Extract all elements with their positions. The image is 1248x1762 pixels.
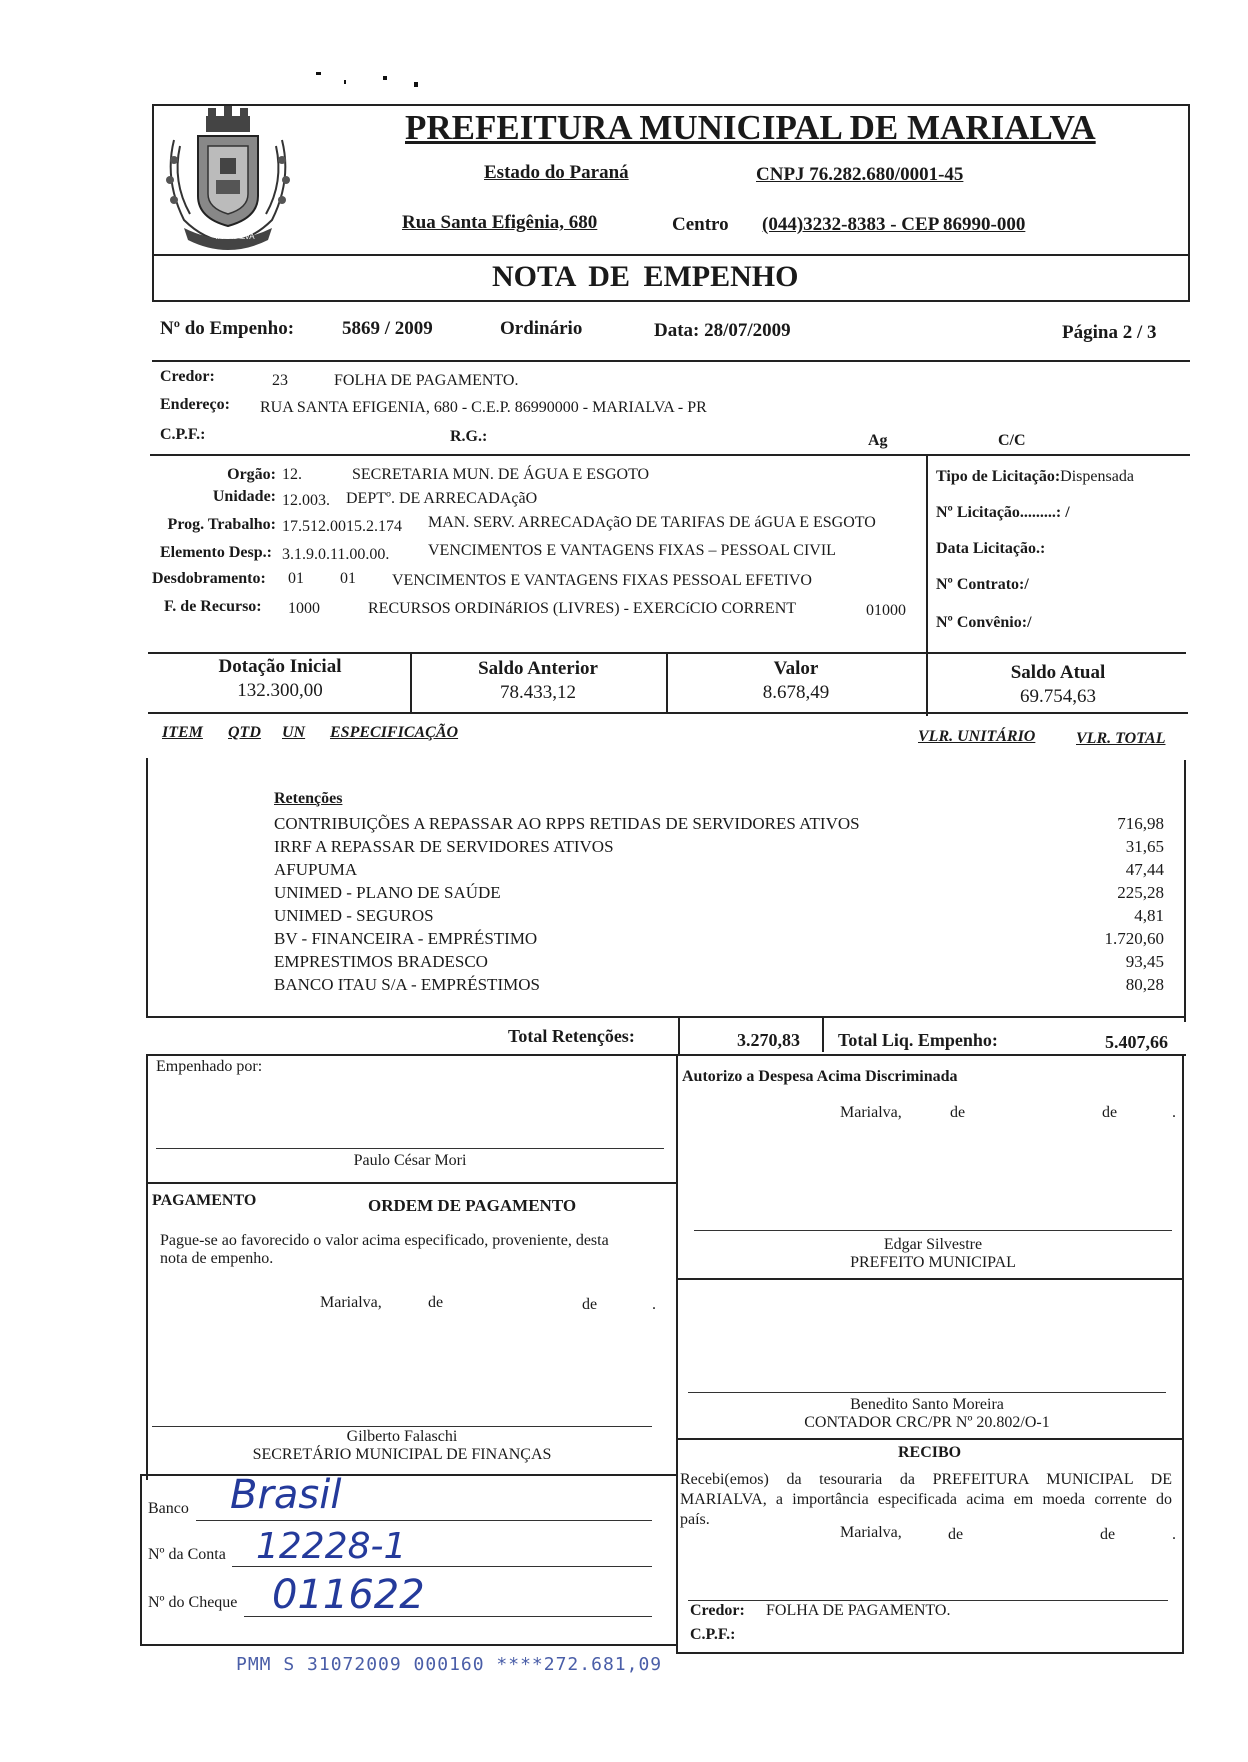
list-item — [274, 973, 1164, 996]
autorizo-city: Marialva, — [840, 1104, 902, 1121]
empenhado-label: Empenhado por: — [156, 1058, 263, 1075]
list-item — [274, 881, 1164, 904]
autorizo-dot: . — [1172, 1104, 1176, 1121]
prefeito-name: Edgar Silvestre — [883, 1236, 983, 1253]
rule — [146, 1016, 1186, 1018]
valor-value: 8.678,49 — [762, 682, 830, 703]
autorizo-title: Autorizo a Despesa Acima Discriminada — [682, 1068, 958, 1085]
cc-label: C/C — [998, 432, 1026, 449]
banco-line — [196, 1520, 652, 1521]
cpf-label: C.P.F.: — [160, 426, 206, 443]
page-number: Página 2 / 3 — [1062, 322, 1157, 343]
recurso-label: F. de Recurso: — [164, 598, 262, 615]
recibo-text-2: MARIALVA, a importância especificada acima em moeda corrente do — [680, 1491, 1172, 1508]
retencao-value: 716,98 — [1117, 814, 1164, 833]
retencao-value: 47,44 — [1125, 860, 1164, 879]
recibo-cpf-label: C.P.F.: — [690, 1626, 736, 1643]
prog-desc: MAN. SERV. ARRECADAçãO DE TARIFAS DE áGUA E ESGOTO — [428, 514, 876, 531]
licitacao-type-value: Dispensada — [1060, 468, 1134, 485]
recurso-desc: RECURSOS ORDINáRIOS (LIVRES) - EXERCíCIO CORRENT — [368, 600, 797, 617]
pagamento-de-2: de — [582, 1296, 598, 1313]
signature-line — [688, 1600, 1168, 1601]
contrato-number: Nº Contrato:/ — [936, 576, 1029, 593]
rule — [676, 1438, 1182, 1440]
pagamento-text-1: Pague-se ao favorecido o valor acima especificado, proveniente, desta — [160, 1232, 609, 1249]
retencao-desc: CONTRIBUIÇÕES A REPASSAR AO RPPS RETIDAS DE SERVIDORES ATIVOS — [274, 814, 860, 833]
recurso-code: 1000 — [288, 600, 320, 617]
dotacao-value: 132.300,00 — [237, 680, 323, 701]
desd-desc: VENCIMENTOS E VANTAGENS FIXAS PESSOAL EFETIVO — [392, 572, 812, 589]
recibo-dot: . — [1172, 1526, 1176, 1543]
prefeito-role: PREFEITO MUNICIPAL — [850, 1254, 1016, 1271]
totals-divider — [822, 1016, 824, 1052]
pagamento-city: Marialva, — [320, 1294, 382, 1311]
banco-label: Banco — [148, 1500, 189, 1517]
scan-mark — [414, 82, 418, 87]
contador-name: Benedito Santo Moreira — [850, 1396, 1004, 1413]
rule — [146, 1182, 676, 1184]
retencao-value: 1.720,60 — [1104, 929, 1164, 948]
rule — [152, 360, 1190, 362]
empenho-type: Ordinário — [500, 318, 583, 339]
signature-line — [152, 1426, 652, 1427]
rule — [148, 712, 1188, 714]
orgao-desc: SECRETARIA MUN. DE ÁGUA E ESGOTO — [352, 466, 650, 483]
orgao-label: Orgão: — [227, 466, 276, 483]
district: Centro — [672, 214, 729, 235]
signature-line — [156, 1148, 664, 1149]
sig-area-middle — [676, 1054, 678, 1654]
empenho-date: Data: 28/07/2009 — [654, 320, 791, 341]
contador-role: CONTADOR CRC/PR Nº 20.802/O-1 — [804, 1414, 1050, 1431]
saldo-atual-value: 69.754,63 — [1020, 686, 1096, 707]
total-retencoes-label: Total Retenções: — [508, 1026, 635, 1046]
rule — [146, 1054, 1186, 1056]
retencao-desc: UNIMED - PLANO DE SAÚDE — [274, 883, 501, 902]
pagamento-label: PAGAMENTO — [152, 1192, 257, 1209]
col-qtd: QTD — [228, 724, 261, 741]
items-border-right — [1184, 760, 1186, 1022]
orgao-code: 12. — [282, 466, 302, 483]
elem-code: 3.1.9.0.11.00.00. — [282, 546, 390, 563]
retencao-value: 4,81 — [1134, 906, 1164, 925]
recurso-number: 01000 — [866, 602, 906, 619]
unidade-code: 12.003. — [282, 492, 330, 509]
list-item — [274, 812, 1164, 835]
state-name: Estado do Paraná — [484, 162, 629, 183]
prog-code: 17.512.0015.2.174 — [282, 518, 402, 535]
saldo-anterior-value: 78.433,12 — [500, 682, 576, 703]
empenhado-name: Paulo César Mori — [353, 1152, 467, 1169]
sig-area-left-lower — [140, 1476, 142, 1644]
list-item — [274, 858, 1164, 881]
cheque-handwritten: 011622 — [272, 1572, 425, 1618]
credor-name: FOLHA DE PAGAMENTO. — [334, 372, 519, 389]
recibo-de-1: de — [948, 1526, 964, 1543]
col-vlr-unit: VLR. UNITÁRIO — [918, 728, 1036, 745]
rg-label: R.G.: — [450, 428, 488, 445]
recibo-text-1: Recebi(emos) da tesouraria da PREFEITURA MUNICIPAL DE — [680, 1471, 1172, 1488]
licitacao-type — [936, 468, 1134, 486]
recibo-text-3: país. — [680, 1511, 710, 1528]
retencao-desc: AFUPUMA — [274, 860, 358, 879]
banco-handwritten: Brasil — [230, 1472, 342, 1518]
licitacao-date: Data Licitação.: — [936, 540, 1046, 557]
desd-label: Desdobramento: — [152, 570, 266, 587]
ag-label: Ag — [868, 432, 888, 449]
conta-label: Nº da Conta — [148, 1546, 226, 1563]
credor-address: RUA SANTA EFIGENIA, 680 - C.E.P. 86990000 - MARIALVA - PR — [260, 399, 707, 416]
elem-label: Elemento Desp.: — [160, 544, 272, 561]
unidade-label: Unidade: — [212, 488, 276, 505]
autorizo-de-1: de — [950, 1104, 966, 1121]
pagamento-dot: . — [652, 1296, 656, 1313]
credor-code: 23 — [272, 372, 288, 389]
col-item: ITEM — [162, 724, 203, 741]
rule — [676, 1652, 1182, 1654]
dotacao-label: Dotação Inicial — [218, 656, 342, 677]
empenho-label: Nº do Empenho: — [160, 318, 295, 339]
col-un: UN — [282, 724, 306, 741]
list-item — [274, 950, 1164, 973]
conta-handwritten: 12228-1 — [256, 1526, 407, 1567]
pagamento-text-2: nota de empenho. — [160, 1250, 274, 1267]
recibo-credor-value: FOLHA DE PAGAMENTO. — [766, 1602, 951, 1619]
recibo-credor-label: Credor: — [690, 1602, 745, 1619]
secretario-name: Gilberto Falaschi — [346, 1428, 458, 1445]
items-border-left — [146, 758, 148, 1016]
retencao-desc: BANCO ITAU S/A - EMPRÉSTIMOS — [274, 975, 540, 994]
signature-line — [694, 1230, 1172, 1231]
desd-a: 01 — [288, 570, 304, 587]
sig-area-left — [146, 1054, 148, 1480]
retencao-value: 31,65 — [1125, 837, 1164, 856]
retencao-desc: IRRF A REPASSAR DE SERVIDORES ATIVOS — [274, 837, 614, 856]
list-item — [274, 927, 1164, 950]
recibo-title: RECIBO — [898, 1444, 962, 1461]
recibo-city: Marialva, — [840, 1524, 902, 1541]
signature-line — [688, 1392, 1166, 1393]
secretario-role: SECRETÁRIO MUNICIPAL DE FINANÇAS — [252, 1446, 552, 1463]
scan-mark — [316, 72, 321, 75]
desd-b: 01 — [340, 570, 356, 587]
retencao-desc: UNIMED - SEGUROS — [274, 906, 434, 925]
retencao-value: 93,45 — [1125, 952, 1164, 971]
pagamento-de-1: de — [428, 1294, 444, 1311]
licitacao-number: Nº Licitação.........: / — [936, 504, 1070, 521]
crest-motto: MARIALVA — [215, 232, 255, 241]
retencao-value: 80,28 — [1125, 975, 1164, 994]
address-label: Endereço: — [160, 396, 230, 413]
unidade-desc: DEPTº. DE ARRECADAçãO — [346, 490, 538, 507]
scan-mark — [344, 80, 346, 84]
document-title: NOTA DE EMPENHO — [492, 260, 799, 293]
ordem-pagamento-title: ORDEM DE PAGAMENTO — [368, 1196, 577, 1215]
cnpj: CNPJ 76.282.680/0001-45 — [756, 164, 964, 185]
retencoes-title: Retenções — [274, 790, 343, 807]
recibo-de-2: de — [1100, 1526, 1116, 1543]
autorizo-de-2: de — [1102, 1104, 1118, 1121]
col-espec: ESPECIFICAÇÃO — [330, 724, 459, 741]
total-liquido-label: Total Liq. Empenho: — [838, 1030, 998, 1050]
total-liquido-value: 5.407,66 — [1105, 1032, 1168, 1052]
empenho-number: 5869 / 2009 — [342, 318, 433, 339]
totals-divider — [678, 1016, 680, 1054]
licitacao-type-label: Tipo de Licitação: — [936, 468, 1061, 485]
list-item — [274, 835, 1164, 858]
recibo-text — [680, 1470, 1172, 1530]
municipality-title: PREFEITURA MUNICIPAL DE MARIALVA — [405, 108, 1096, 147]
scan-mark — [383, 76, 387, 80]
cheque-label: Nº do Cheque — [148, 1594, 238, 1611]
rule — [676, 1278, 1182, 1280]
list-item — [274, 904, 1164, 927]
total-retencoes-value: 3.270,83 — [737, 1030, 800, 1050]
retencao-desc: EMPRESTIMOS BRADESCO — [274, 952, 488, 971]
sig-area-right — [1182, 1054, 1184, 1654]
valor-label: Valor — [773, 658, 819, 679]
credor-label: Credor: — [160, 368, 215, 385]
rule — [150, 454, 1190, 456]
retencoes-list — [274, 812, 1164, 996]
retencao-desc: BV - FINANCEIRA - EMPRÉSTIMO — [274, 929, 538, 948]
convenio-number: Nº Convênio:/ — [936, 614, 1032, 631]
saldo-atual-label: Saldo Atual — [1010, 662, 1106, 683]
col-vlr-total: VLR. TOTAL — [1076, 730, 1166, 747]
rule — [140, 1474, 676, 1476]
saldo-anterior-label: Saldo Anterior — [478, 658, 598, 679]
bank-stamp: PMM S 31072009 000160 ****272.681,09 — [236, 1654, 663, 1675]
retencao-value: 225,28 — [1117, 883, 1164, 902]
header-divider — [152, 254, 1190, 256]
rule — [140, 1644, 676, 1646]
phone-cep: (044)3232-8383 - CEP 86990-000 — [762, 214, 1026, 235]
prog-label: Prog. Trabalho: — [167, 516, 276, 533]
elem-desc: VENCIMENTOS E VANTAGENS FIXAS – PESSOAL CIVIL — [428, 542, 836, 559]
street-address: Rua Santa Efigênia, 680 — [402, 212, 598, 233]
